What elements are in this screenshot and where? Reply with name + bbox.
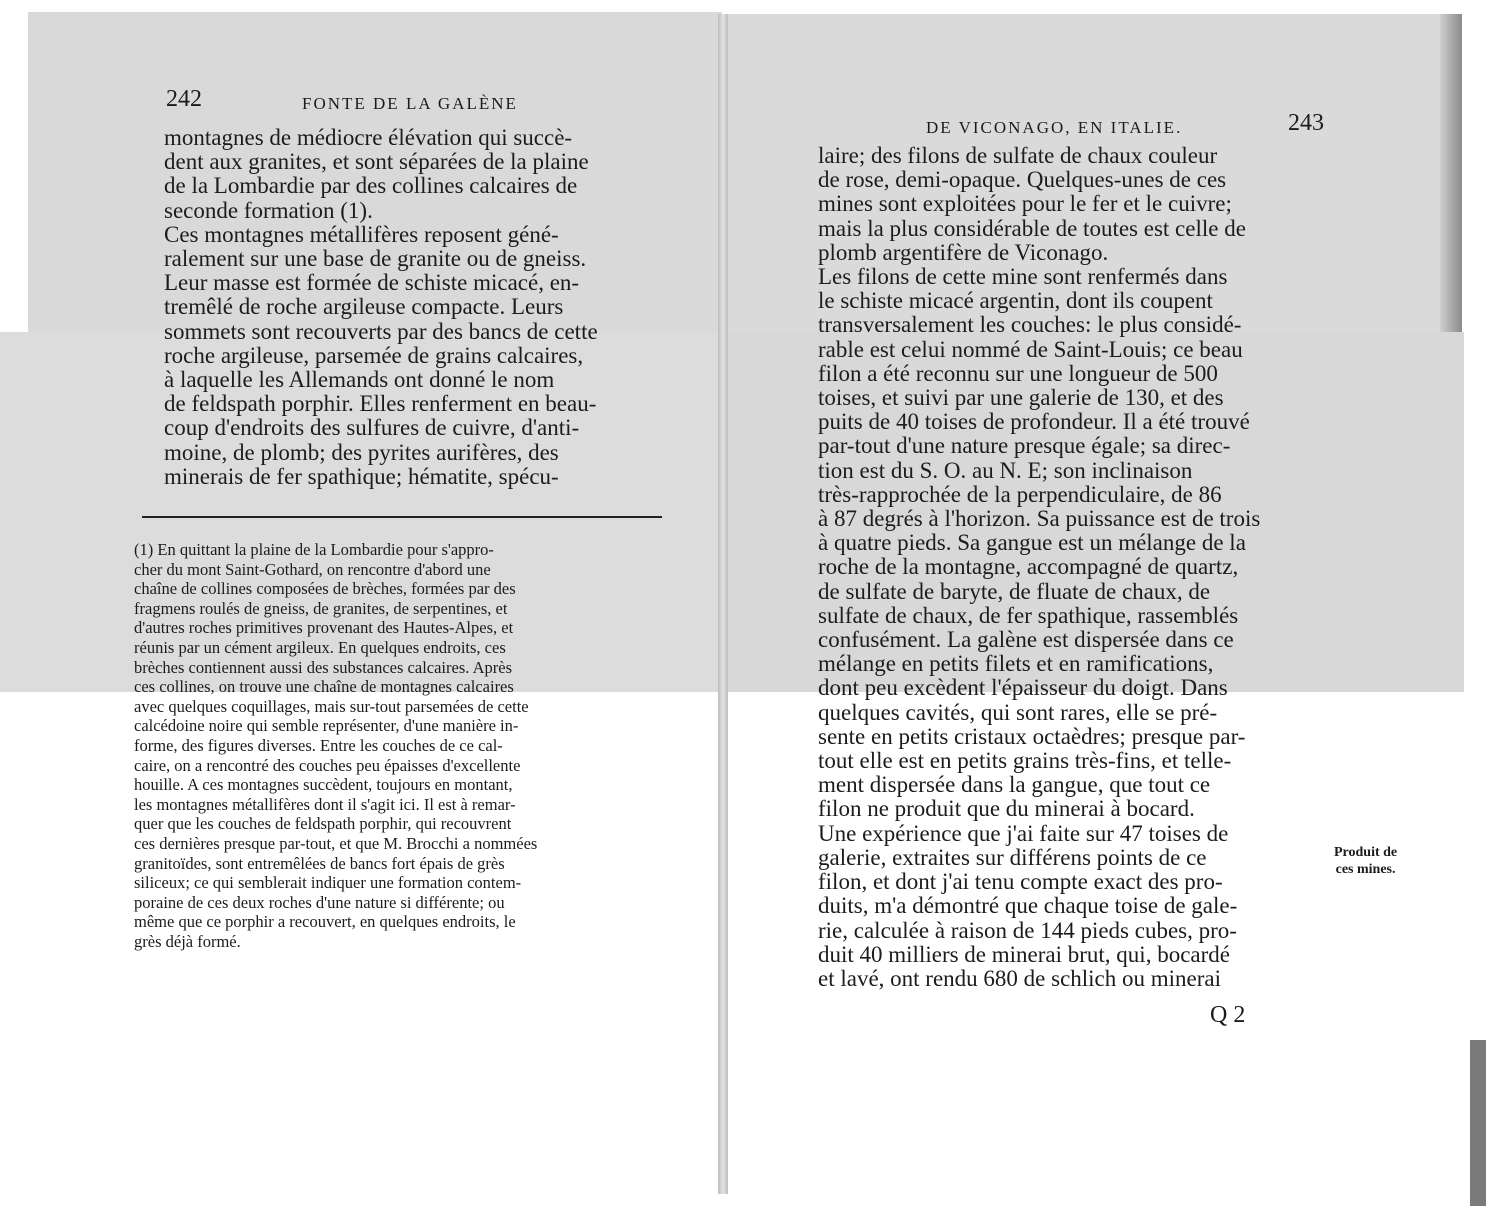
margin-note-line: ces mines. (1335, 862, 1396, 877)
text-line: plomb argentifère de Viconago. (818, 239, 1109, 265)
text-line: cher du mont Saint-Gothard, on rencontre d'abord une (134, 559, 491, 579)
text-line: Ces montagnes métallifères reposent géné- (164, 221, 559, 247)
text-line: duits, m'a démontré que chaque toise de gale- (818, 893, 1238, 919)
text-line: à 87 degrés à l'horizon. Sa puissance est de trois (818, 506, 1261, 532)
text-line: rable est celui nommé de Saint-Louis; ce beau (818, 336, 1243, 362)
left-page-footnote (134, 540, 537, 951)
text-line: caire, on a rencontré des couches peu épaisses d'excellente (134, 755, 521, 775)
text-line: seconde formation (1). (164, 197, 373, 223)
text-line: et lavé, ont rendu 680 de schlich ou minerai (818, 965, 1222, 991)
text-line: granitoïdes, sont entremêlées de bancs fort épais de grès (134, 853, 505, 873)
right-page-edge (1440, 14, 1462, 332)
text-line: de rose, demi-opaque. Quelques-unes de ces (818, 167, 1227, 193)
text-line: chaîne de collines composées de brèches, formées par des (134, 579, 516, 599)
left-page-number: 242 (166, 86, 202, 112)
text-line: mines sont exploitées pour le fer et le cuivre; (818, 191, 1232, 217)
text-line: Les filons de cette mine sont renfermés dans (818, 264, 1228, 290)
text-line: par-tout d'une nature presque égale; sa direc- (818, 433, 1231, 459)
text-line: duit 40 milliers de minerai brut, qui, bocardé (818, 941, 1230, 967)
text-line: roche de la montagne, accompagné de quartz, (818, 554, 1239, 580)
right-page-number: 243 (1288, 110, 1324, 136)
text-line: forme, des figures diverses. Entre les couches de ce cal- (134, 735, 503, 755)
text-line: sulfate de chaux, de fer spathique, rassemblés (818, 602, 1239, 628)
text-line: quelques cavités, qui sont rares, elle se pré- (818, 699, 1218, 725)
text-line: ralement sur une base de granite ou de gneiss. (164, 246, 587, 272)
text-line: poraine de ces deux roches d'une nature si différente; ou (134, 892, 505, 912)
text-line: rie, calculée à raison de 144 pieds cubes, pro- (818, 917, 1237, 943)
text-line: galerie, extraites sur différens points de ce (818, 844, 1207, 870)
text-line: sente en petits cristaux octaèdres; presque par- (818, 723, 1246, 749)
text-line: houille. A ces montagnes succèdent, toujours en montant, (134, 775, 513, 795)
text-line: siliceux; ce qui semblerait indiquer une formation contem- (134, 873, 522, 893)
text-line: à quatre pieds. Sa gangue est un mélange de la (818, 530, 1246, 556)
left-page-body (164, 126, 598, 489)
text-line: de feldspath porphir. Elles renferment en beau- (164, 391, 597, 417)
text-line: réunis par un cément argileux. En quelques endroits, ces (134, 637, 506, 657)
text-line: brèches contiennent aussi des substances calcaires. Après (134, 657, 512, 677)
text-line: mais la plus considérable de toutes est celle de (818, 215, 1246, 241)
left-running-head: FONTE DE LA GALÈNE (302, 94, 518, 113)
text-line: dont peu excèdent l'épaisseur du doigt. Dans (818, 675, 1228, 701)
margin-note (1334, 844, 1397, 878)
text-line: moine, de plomb; des pyrites aurifères, des (164, 439, 559, 465)
text-line: même que ce porphir a recouvert, en quelques endroits, le (134, 912, 516, 932)
text-line: confusément. La galène est dispersée dans ce (818, 627, 1234, 653)
text-line: sommets sont recouverts par des bancs de cette (164, 318, 598, 344)
text-line: mélange en petits filets et en ramifications, (818, 651, 1214, 677)
text-line: tout elle est en petits grains très-fins, et telle- (818, 748, 1232, 774)
signature-mark: Q 2 (1210, 1002, 1246, 1028)
text-line: ces collines, on trouve une chaîne de montagnes calcaires (134, 677, 514, 697)
text-line: quer que les couches de feldspath porphir, qui recouvrent (134, 814, 512, 834)
right-page-body (818, 144, 1260, 991)
text-line: tremêlé de roche argileuse compacte. Leurs (164, 294, 564, 320)
text-line: de sulfate de baryte, de fluate de chaux, de (818, 578, 1211, 604)
margin-note-line: Produit de (1334, 845, 1398, 860)
text-line: fragmens roulés de gneiss, de granites, de serpentines, et (134, 598, 508, 618)
text-line: à laquelle les Allemands ont donné le nom (164, 367, 555, 393)
text-line: transversalement les couches: le plus considé- (818, 312, 1242, 338)
text-line: ces dernières presque par-tout, et que M. Brocchi a nommées (134, 833, 538, 853)
text-line: filon, et dont j'ai tenu compte exact des pro- (818, 869, 1223, 895)
text-line: minerais de fer spathique; hématite, spécu- (164, 463, 559, 489)
text-line: puits de 40 toises de profondeur. Il a été trouvé (818, 409, 1250, 435)
text-line: calcédoine noire qui semble représenter, d'une manière in- (134, 716, 519, 736)
right-page-edge-bottom (1470, 1040, 1486, 1206)
text-line: tion est du S. O. au N. E; son inclinaison (818, 457, 1193, 483)
text-line: dent aux granites, et sont séparées de la plaine (164, 149, 589, 175)
text-line: toises, et suivi par une galerie de 130, et des (818, 385, 1224, 411)
footnote-rule (142, 516, 662, 518)
right-running-head: DE VICONAGO, EN ITALIE. (926, 118, 1183, 137)
text-line: laire; des filons de sulfate de chaux couleur (818, 143, 1218, 168)
text-line: grès déjà formé. (134, 931, 241, 951)
text-line: Leur masse est formée de schiste micacé, en- (164, 270, 580, 296)
text-line: très-rapprochée de la perpendiculaire, de 86 (818, 481, 1222, 507)
text-line: Une expérience que j'ai faite sur 47 toises de (818, 820, 1229, 846)
text-line: filon a été reconnu sur une longueur de 500 (818, 360, 1218, 386)
text-line: filon ne produit que du minerai à bocard. (818, 796, 1195, 822)
text-line: roche argileuse, parsemée de grains calcaires, (164, 342, 584, 368)
text-line: le schiste micacé argentin, dont ils coupent (818, 288, 1213, 314)
book-gutter (718, 14, 728, 1194)
text-line: coup d'endroits des sulfures de cuivre, d'anti- (164, 415, 580, 441)
text-line: d'autres roches primitives provenant des Hautes-Alpes, et (134, 618, 514, 638)
text-line: avec quelques coquillages, mais sur-tout parsemées de cette (134, 696, 529, 716)
text-line: montagnes de médiocre élévation qui succè- (164, 125, 573, 150)
text-line: ment dispersée dans la gangue, que tout ce (818, 772, 1211, 798)
text-line: les montagnes métallifères dont il s'agit ici. Il est à remar- (134, 794, 516, 814)
text-line: de la Lombardie par des collines calcaires de (164, 173, 578, 199)
text-line: (1) En quittant la plaine de la Lombardie pour s'appro- (134, 540, 494, 559)
